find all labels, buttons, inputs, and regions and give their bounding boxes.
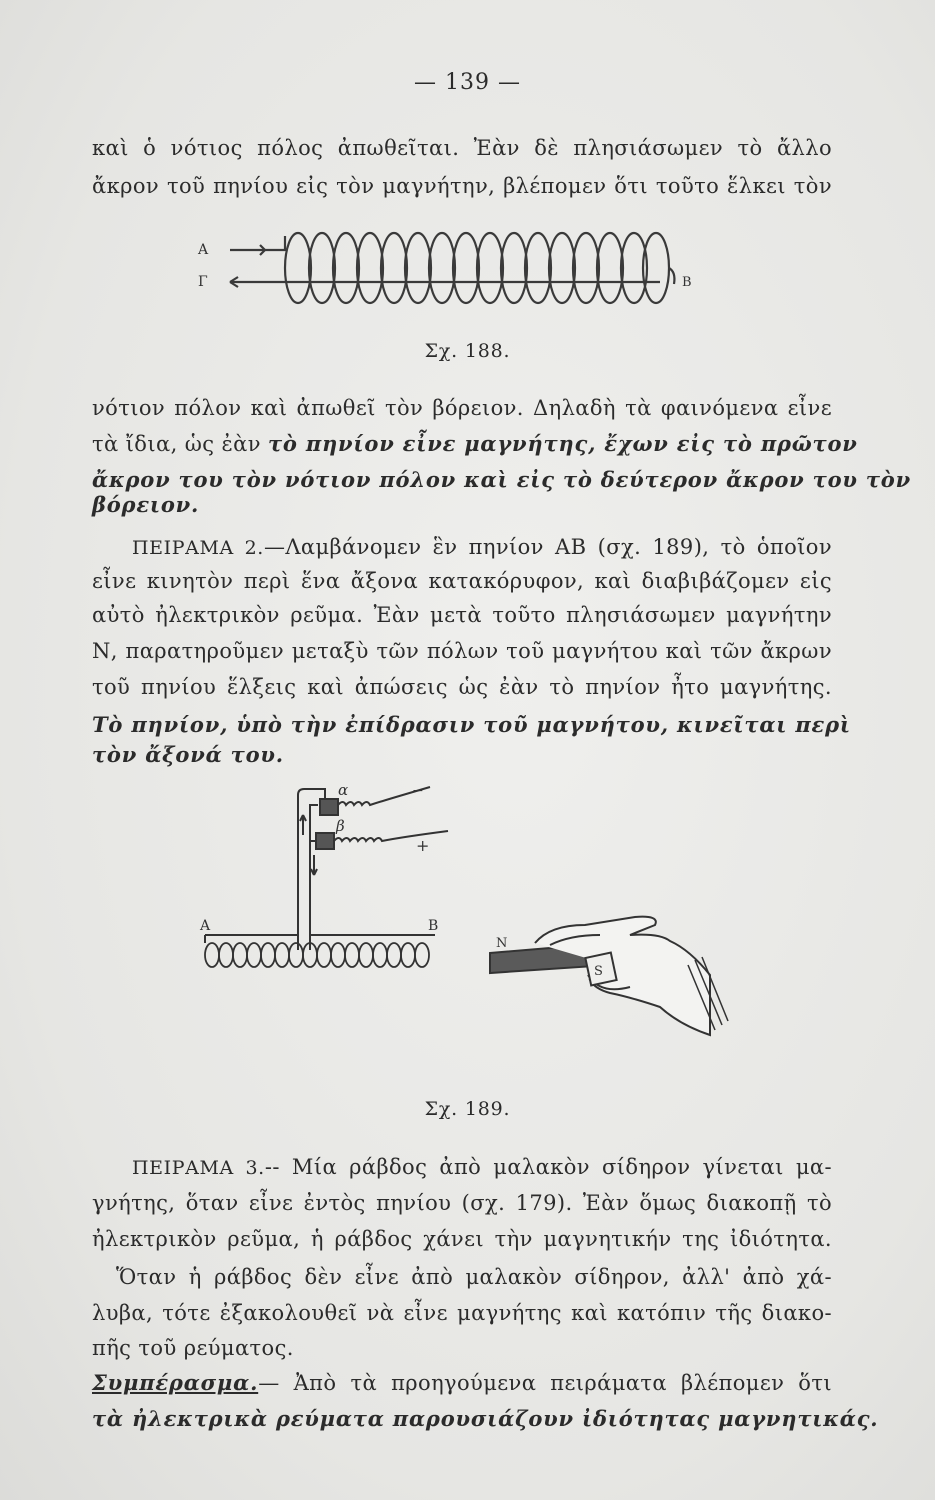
italic-span: τὸ πηνίον εἶνε μαγνήτης, ἔχων εἰς τὸ πρῶτον xyxy=(267,431,858,456)
text-line: λυβα, τότε ἐξακολουθεῖ νὰ εἶνε μαγνήτης καὶ κατόπιν τῆς διακο- xyxy=(92,1301,832,1325)
text-line: ἠλεκτρικὸν ρεῦμα, ἡ ράβδος χάνει τὴν μαγνητικήν της ἰδιότητα. xyxy=(92,1227,832,1251)
fig189-label-alpha: α xyxy=(338,781,349,799)
text-line xyxy=(132,1152,832,1183)
text-line xyxy=(132,532,832,563)
text-span: -- Μία ράβδος ἀπὸ μαλακὸν σίδηρον γίνεται μα- xyxy=(264,1155,832,1179)
text-line xyxy=(92,429,858,459)
figure-189-caption: Σχ. 189. xyxy=(424,1098,511,1120)
text-line: ἄκρον τοῦ πηνίου εἰς τὸν μαγνήτην, βλέπομεν ὅτι τοῦτο ἕλκει τὸν xyxy=(92,174,832,198)
text-line: αὐτὸ ἠλεκτρικὸν ρεῦμα. Ἐὰν μετὰ τοῦτο πλησιάσωμεν μαγνήτην xyxy=(92,603,832,627)
figure-188-coil xyxy=(190,220,720,325)
experiment-heading: ΠΕΙΡΑΜΑ 3. xyxy=(132,1157,265,1179)
text-line: γνήτης, ὅταν εἶνε ἐντὸς πηνίου (σχ. 179). Ἐὰν ὅμως διακοπῇ τὸ xyxy=(92,1191,832,1215)
figure-189-apparatus xyxy=(190,775,730,1095)
text-line: τοῦ πηνίου ἕλξεις καὶ ἀπώσεις ὡς ἐὰν τὸ πηνίον ἦτο μαγνήτης. xyxy=(92,675,832,699)
text-line: εἶνε κινητὸν περὶ ἕνα ἄξονα κατακόρυφον, καὶ διαβιβάζομεν εἰς xyxy=(92,569,832,593)
fig189-label-a: Α xyxy=(200,918,211,934)
text-span: τὰ ἴδια, ὡς ἐὰν xyxy=(92,432,268,456)
fig189-label-s: S xyxy=(594,964,603,979)
text-line: πῆς τοῦ ρεύματος. xyxy=(92,1336,294,1360)
text-line: Ν, παρατηροῦμεν μεταξὺ τῶν πόλων τοῦ μαγνήτου καὶ τῶν ἄκρων xyxy=(92,639,832,663)
text-line: βόρειον. xyxy=(92,492,200,517)
fig189-label-plus: + xyxy=(416,836,430,855)
fig188-label-b: Β xyxy=(682,275,692,290)
fig189-label-b: Β xyxy=(428,918,439,934)
fig189-label-n: Ν xyxy=(496,936,508,951)
figure-188-caption: Σχ. 188. xyxy=(424,340,511,362)
fig188-label-a: Α xyxy=(198,242,209,258)
text-line: νότιον πόλον καὶ ἀπωθεῖ τὸν βόρειον. Δηλαδὴ τὰ φαινόμενα εἶνε xyxy=(92,396,832,420)
text-line: τὰ ἠλεκτρικὰ ρεύματα παρουσιάζουν ἰδιότητας μαγνητικάς. xyxy=(92,1406,879,1431)
text-line: ἄκρον του τὸν νότιον πόλον καὶ εἰς τὸ δεύτερον ἄκρον του τὸν xyxy=(92,467,911,492)
fig189-label-beta: β xyxy=(336,817,345,835)
text-span: —Λαμβάνομεν ἓν πηνίον ΑΒ (σχ. 189), τὸ ὁποῖον xyxy=(263,535,832,559)
text-span: — Ἀπὸ τὰ προηγούμενα πειράματα βλέπομεν ὅτι xyxy=(258,1371,832,1395)
experiment-heading: ΠΕΙΡΑΜΑ 2. xyxy=(132,537,264,559)
fig188-label-g: Γ xyxy=(198,274,208,290)
conclusion-heading: Συμπέρασμα. xyxy=(92,1370,259,1395)
fig189-label-minus: − xyxy=(412,783,424,799)
text-line: Ὅταν ἡ ράβδος δὲν εἶνε ἀπὸ μαλακὸν σίδηρον, ἀλλ' ἀπὸ χά- xyxy=(116,1265,832,1289)
text-line: καὶ ὁ νότιος πόλος ἀπωθεῖται. Ἐὰν δὲ πλησιάσωμεν τὸ ἄλλο xyxy=(92,136,832,160)
page-number: — 139 — xyxy=(414,70,521,95)
text-line: Τὸ πηνίον, ὑπὸ τὴν ἐπίδρασιν τοῦ μαγνήτου, κινεῖται περὶ xyxy=(92,712,851,737)
text-line: τὸν ἄξονά του. xyxy=(92,742,284,767)
text-line xyxy=(92,1368,832,1398)
